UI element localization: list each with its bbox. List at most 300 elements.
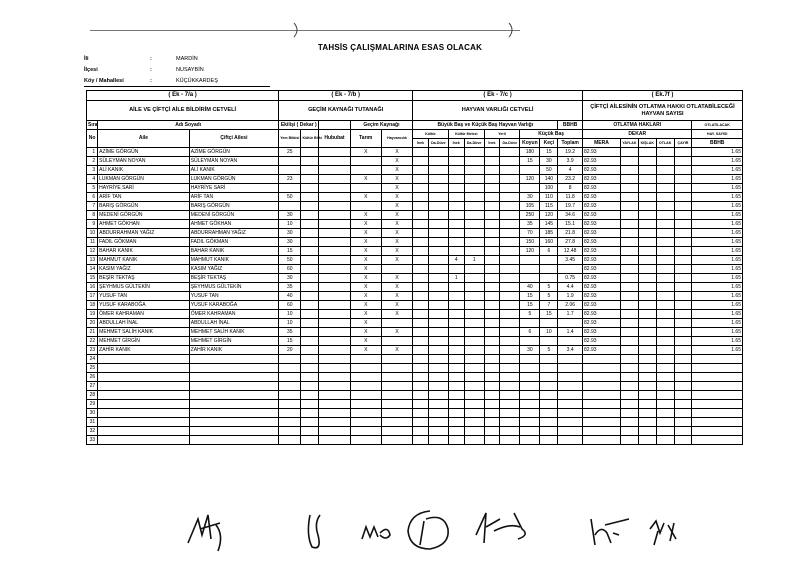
title-hayvan-varligi: HAYVAN VARLIĞI CETVELİ [413,101,583,121]
yaylak-cell [620,211,638,220]
hububat-cell [319,265,350,274]
tarim-cell: X [350,193,381,202]
otlak-cell [656,427,674,436]
hayvancilik-cell: X [381,346,412,355]
yem-bitkisi-cell [279,202,301,211]
koyun-cell: 35 [520,220,540,229]
yerli-daduve-cell [500,247,520,256]
kultur-bitki-cell [301,220,319,229]
aile-cell: MEHMET SALİH KANIK [98,328,190,337]
kultur-daduve-cell [428,148,448,157]
cayir-cell [674,184,692,193]
yem-bitkisi-cell [279,184,301,193]
hayvancilik-cell: X [381,274,412,283]
melez-daduve-cell [464,292,484,301]
yerli-inek-cell [484,283,500,292]
hayvancilik-cell [381,418,412,427]
row-number: 17 [87,292,98,301]
melez-daduve-cell [464,148,484,157]
hayvancilik-cell [381,265,412,274]
mera-cell: 82.93 [583,202,621,211]
keci-cell: 5 [540,292,558,301]
yaylak-cell [620,382,638,391]
table-row [87,301,743,310]
row-number: 29 [87,400,98,409]
ek-7f-header: ( Ek.7f ) [583,91,743,101]
toplam-cell [558,418,583,427]
yem-bitkisi-cell: 60 [279,265,301,274]
kultur-inek-cell [413,346,429,355]
yaylak-cell [620,193,638,202]
yem-bitkisi-cell: 30 [279,238,301,247]
ciftci-ailesi-cell: ARİF TAN [189,193,278,202]
hay-sayisi-cell: 1.65 [692,220,743,229]
koyun-cell: 250 [520,211,540,220]
hububat-cell [319,238,350,247]
hububat-cell [319,319,350,328]
col-kultur: Kültür [413,130,449,139]
yerli-daduve-cell [500,175,520,184]
kultur-bitki-cell [301,256,319,265]
cayir-cell [674,418,692,427]
col-bbhb: BBHB [558,121,583,130]
kultur-daduve-cell [428,256,448,265]
koyun-cell [520,373,540,382]
col-yaylak: YAYLAK [620,139,638,148]
kultur-inek-cell [413,364,429,373]
kultur-daduve-cell [428,283,448,292]
row-number: 12 [87,247,98,256]
mera-cell: 82.93 [583,283,621,292]
keci-cell: 10 [540,328,558,337]
cayir-cell [674,148,692,157]
yerli-inek-cell [484,382,500,391]
kultur-daduve-cell [428,157,448,166]
melez-daduve-cell [464,229,484,238]
hububat-cell [319,382,350,391]
yerli-inek-cell [484,184,500,193]
toplam-cell: 2.06 [558,301,583,310]
melez-inek-cell [448,157,464,166]
ciftci-ailesi-cell: ŞEYHMUS GÜLTEKİN [189,283,278,292]
hububat-cell [319,328,350,337]
row-number: 32 [87,427,98,436]
kislak-cell [638,319,656,328]
melez-daduve-cell [464,364,484,373]
ciftci-ailesi-cell [189,373,278,382]
toplam-cell [558,265,583,274]
hayvancilik-cell [381,409,412,418]
keci-cell: 30 [540,157,558,166]
melez-daduve-cell [464,247,484,256]
row-number: 9 [87,220,98,229]
yaylak-cell [620,400,638,409]
kultur-bitki-cell [301,157,319,166]
toplam-cell [558,337,583,346]
koyun-cell [520,409,540,418]
title-aile-cetveli: AİLE VE ÇİFTÇİ AİLE BİLDİRİM CETVELİ [87,101,279,121]
keci-cell: 5 [540,346,558,355]
row-number: 11 [87,238,98,247]
kultur-daduve-cell [428,373,448,382]
kislak-cell [638,157,656,166]
melez-inek-cell [448,292,464,301]
yaylak-cell [620,238,638,247]
keci-cell: 15 [540,310,558,319]
ek-7a-header: ( Ek - 7/a ) [87,91,279,101]
cayir-cell [674,175,692,184]
melez-daduve-cell: 1 [464,256,484,265]
kultur-bitki-cell [301,427,319,436]
yerli-inek-cell [484,409,500,418]
yerli-inek-cell [484,175,500,184]
hay-sayisi-cell: 1.65 [692,283,743,292]
yerli-daduve-cell [500,382,520,391]
kultur-daduve-cell [428,220,448,229]
yaylak-cell [620,427,638,436]
koyun-cell: 15 [520,292,540,301]
yaylak-cell [620,328,638,337]
row-number: 10 [87,229,98,238]
yerli-daduve-cell [500,166,520,175]
yerli-inek-cell [484,391,500,400]
table-row-empty [87,427,743,436]
cayir-cell [674,301,692,310]
table-row-empty [87,355,743,364]
otlak-cell [656,355,674,364]
otlak-cell [656,202,674,211]
col-hayvancilik: Hayvancılık [381,130,412,148]
col-ekilisi: Ekilişi ( Dekar ) [279,121,319,130]
melez-daduve-cell [464,157,484,166]
toplam-cell [558,373,583,382]
hububat-cell [319,157,350,166]
yerli-daduve-cell [500,184,520,193]
col-cayir: ÇAYIR [674,139,692,148]
hayvancilik-cell: X [381,220,412,229]
hububat-cell [319,247,350,256]
kultur-bitki-cell [301,274,319,283]
keci-cell [540,364,558,373]
melez-inek-cell [448,211,464,220]
yerli-inek-cell [484,202,500,211]
kultur-bitki-cell [301,292,319,301]
tarim-cell: X [350,319,381,328]
col-daduve-3: Da-Düve [500,139,520,148]
kultur-inek-cell [413,175,429,184]
melez-inek-cell [448,382,464,391]
mera-cell: 82.93 [583,184,621,193]
tarim-cell: X [350,346,381,355]
cayir-cell [674,247,692,256]
yerli-inek-cell [484,265,500,274]
kislak-cell [638,148,656,157]
otlak-cell [656,193,674,202]
yerli-inek-cell [484,220,500,229]
yerli-daduve-cell [500,400,520,409]
keci-cell: 140 [540,175,558,184]
melez-inek-cell [448,166,464,175]
row-number: 20 [87,319,98,328]
cayir-cell [674,238,692,247]
kultur-daduve-cell [428,211,448,220]
kultur-inek-cell [413,400,429,409]
header-row-ek [87,91,743,101]
yerli-daduve-cell [500,355,520,364]
tarim-cell: X [350,220,381,229]
hay-sayisi-cell: 1.65 [692,157,743,166]
kultur-bitki-cell [301,238,319,247]
hay-sayisi-cell: 1.65 [692,247,743,256]
koyun-cell [520,355,540,364]
melez-daduve-cell [464,238,484,247]
meta-label-ilce: İlçesi [84,67,98,73]
yerli-inek-cell [484,256,500,265]
mera-cell: 82.93 [583,148,621,157]
yaylak-cell [620,436,638,445]
table-row [87,193,743,202]
cayir-cell [674,355,692,364]
melez-inek-cell [448,193,464,202]
koyun-cell: 5 [520,310,540,319]
col-kucuk-bas: Küçük Baş [520,130,583,139]
mera-cell: 82.93 [583,220,621,229]
ciftci-ailesi-cell: ABDULLAH İNAL [189,319,278,328]
melez-daduve-cell [464,436,484,445]
yem-bitkisi-cell: 60 [279,301,301,310]
kislak-cell [638,382,656,391]
yerli-daduve-cell [500,364,520,373]
tarim-cell [350,418,381,427]
yerli-inek-cell [484,319,500,328]
otlak-cell [656,265,674,274]
otlak-cell [656,418,674,427]
kultur-bitki-cell [301,382,319,391]
kultur-inek-cell [413,166,429,175]
hay-sayisi-cell [692,427,743,436]
table-row [87,157,743,166]
hay-sayisi-cell: 1.65 [692,256,743,265]
kultur-daduve-cell [428,274,448,283]
kislak-cell [638,274,656,283]
melez-inek-cell: 1 [448,274,464,283]
kultur-daduve-cell [428,175,448,184]
ciftci-ailesi-cell: MEDENİ GÖRGÜN [189,211,278,220]
yem-bitkisi-cell [279,418,301,427]
toplam-cell [558,364,583,373]
kultur-daduve-cell [428,184,448,193]
otlak-cell [656,292,674,301]
yaylak-cell [620,346,638,355]
yaylak-cell [620,364,638,373]
tarim-cell [350,364,381,373]
ciftci-ailesi-cell: AZİME GÖRGÜN [189,148,278,157]
melez-daduve-cell [464,184,484,193]
koyun-cell: 30 [520,193,540,202]
hayvancilik-cell: X [381,166,412,175]
kultur-inek-cell [413,193,429,202]
ciftci-ailesi-cell [189,409,278,418]
signature-5 [470,505,540,555]
yaylak-cell [620,166,638,175]
yaylak-cell [620,220,638,229]
hayvancilik-cell: X [381,211,412,220]
keci-cell [540,337,558,346]
koyun-cell [520,274,540,283]
table-row [87,310,743,319]
kultur-bitki-cell [301,355,319,364]
yerli-inek-cell [484,229,500,238]
col-toplam: Toplam [558,139,583,148]
toplam-cell: 4 [558,166,583,175]
col-mera: MERA [583,139,621,148]
hay-sayisi-cell: 1.65 [692,328,743,337]
kultur-daduve-cell [428,328,448,337]
hayvancilik-cell [381,382,412,391]
kultur-bitki-cell [301,337,319,346]
col-yem-bitkisi: Yem Bitkisi [279,130,301,148]
otlak-cell [656,391,674,400]
ciftci-ailesi-cell: ZAHİR KANIK [189,346,278,355]
row-number: 18 [87,301,98,310]
kultur-daduve-cell [428,265,448,274]
kultur-bitki-cell [301,373,319,382]
tarim-cell: X [350,310,381,319]
table-row [87,319,743,328]
kislak-cell [638,247,656,256]
cayir-cell [674,256,692,265]
toplam-cell: 4.4 [558,283,583,292]
table-row [87,238,743,247]
meta-value-ilce: NUSAYBİN [176,67,204,73]
aile-cell [98,391,190,400]
ciftci-ailesi-cell: MEHMET SALİH KANIK [189,328,278,337]
kislak-cell [638,337,656,346]
yerli-daduve-cell [500,301,520,310]
aile-cell: MEHMET GİRGİN [98,337,190,346]
table-row [87,337,743,346]
toplam-cell: 1.4 [558,328,583,337]
meta-colon: : [150,78,152,84]
hay-sayisi-cell: 1.65 [692,148,743,157]
melez-daduve-cell [464,328,484,337]
hayvancilik-cell: X [381,175,412,184]
koyun-cell: 150 [520,238,540,247]
table-row [87,274,743,283]
row-number: 8 [87,211,98,220]
keci-cell [540,427,558,436]
kultur-inek-cell [413,229,429,238]
hay-sayisi-cell: 1.65 [692,265,743,274]
melez-inek-cell [448,265,464,274]
tarim-cell [350,409,381,418]
aile-cell [98,355,190,364]
meta-underline [84,86,270,87]
table-row-empty [87,364,743,373]
toplam-cell [558,409,583,418]
meta-colon: : [150,67,152,73]
col-sira: Sıra [88,121,98,128]
kultur-inek-cell [413,247,429,256]
kultur-inek-cell [413,418,429,427]
koyun-cell: 180 [520,148,540,157]
col-kultur-melezi: Kültür Melezi [448,130,484,139]
row-number: 26 [87,373,98,382]
col-inek-3: İnek [484,139,500,148]
keci-cell: 120 [540,211,558,220]
kultur-daduve-cell [428,427,448,436]
yerli-inek-cell [484,364,500,373]
aile-cell: AZİME GÖRGÜN [98,148,190,157]
header-row-titles [87,101,743,121]
koyun-cell: 120 [520,247,540,256]
melez-inek-cell [448,220,464,229]
tarim-cell [350,436,381,445]
otlak-cell [656,157,674,166]
toplam-cell: 1.9 [558,292,583,301]
cayir-cell [674,310,692,319]
melez-daduve-cell [464,274,484,283]
melez-daduve-cell [464,211,484,220]
hayvancilik-cell: X [381,256,412,265]
cayir-cell [674,292,692,301]
ciftci-ailesi-cell: YUSUF KARABOĞA [189,301,278,310]
kultur-bitki-cell [301,391,319,400]
hayvancilik-cell [381,391,412,400]
kultur-inek-cell [413,355,429,364]
scan-bracket-icons [0,20,800,40]
kultur-bitki-cell [301,346,319,355]
keci-cell: 50 [540,166,558,175]
toplam-cell [558,436,583,445]
hayvancilik-cell: X [381,184,412,193]
ciftci-ailesi-cell: HAYRİYE SARİ [189,184,278,193]
col-adi-soyadi: Adı Soyadı [98,121,279,130]
yaylak-cell [620,274,638,283]
hay-sayisi-cell [692,355,743,364]
mera-cell [583,373,621,382]
kultur-inek-cell [413,157,429,166]
ciftci-ailesi-cell: ÖMER KAHRAMAN [189,310,278,319]
cayir-cell [674,337,692,346]
yerli-daduve-cell [500,238,520,247]
melez-inek-cell [448,184,464,193]
yem-bitkisi-cell: 30 [279,211,301,220]
yaylak-cell [620,355,638,364]
hayvancilik-cell: X [381,202,412,211]
melez-daduve-cell [464,373,484,382]
yem-bitkisi-cell [279,400,301,409]
hay-sayisi-cell: 1.65 [692,301,743,310]
koyun-cell [520,256,540,265]
row-number: 30 [87,409,98,418]
aile-cell: SÜLEYMAN NOYAN [98,157,190,166]
tarim-cell [350,400,381,409]
melez-inek-cell [448,328,464,337]
meta-label-koy: Köy / Mahallesi [84,78,124,84]
signature-4 [400,505,460,555]
yem-bitkisi-cell: 10 [279,220,301,229]
yaylak-cell [620,256,638,265]
col-kislak: KIŞLAK [638,139,656,148]
table-row-empty [87,373,743,382]
hububat-cell [319,184,350,193]
kultur-daduve-cell [428,382,448,391]
tarim-cell [350,355,381,364]
kultur-bitki-cell [301,310,319,319]
meta-colon: : [150,56,152,62]
yem-bitkisi-cell [279,436,301,445]
